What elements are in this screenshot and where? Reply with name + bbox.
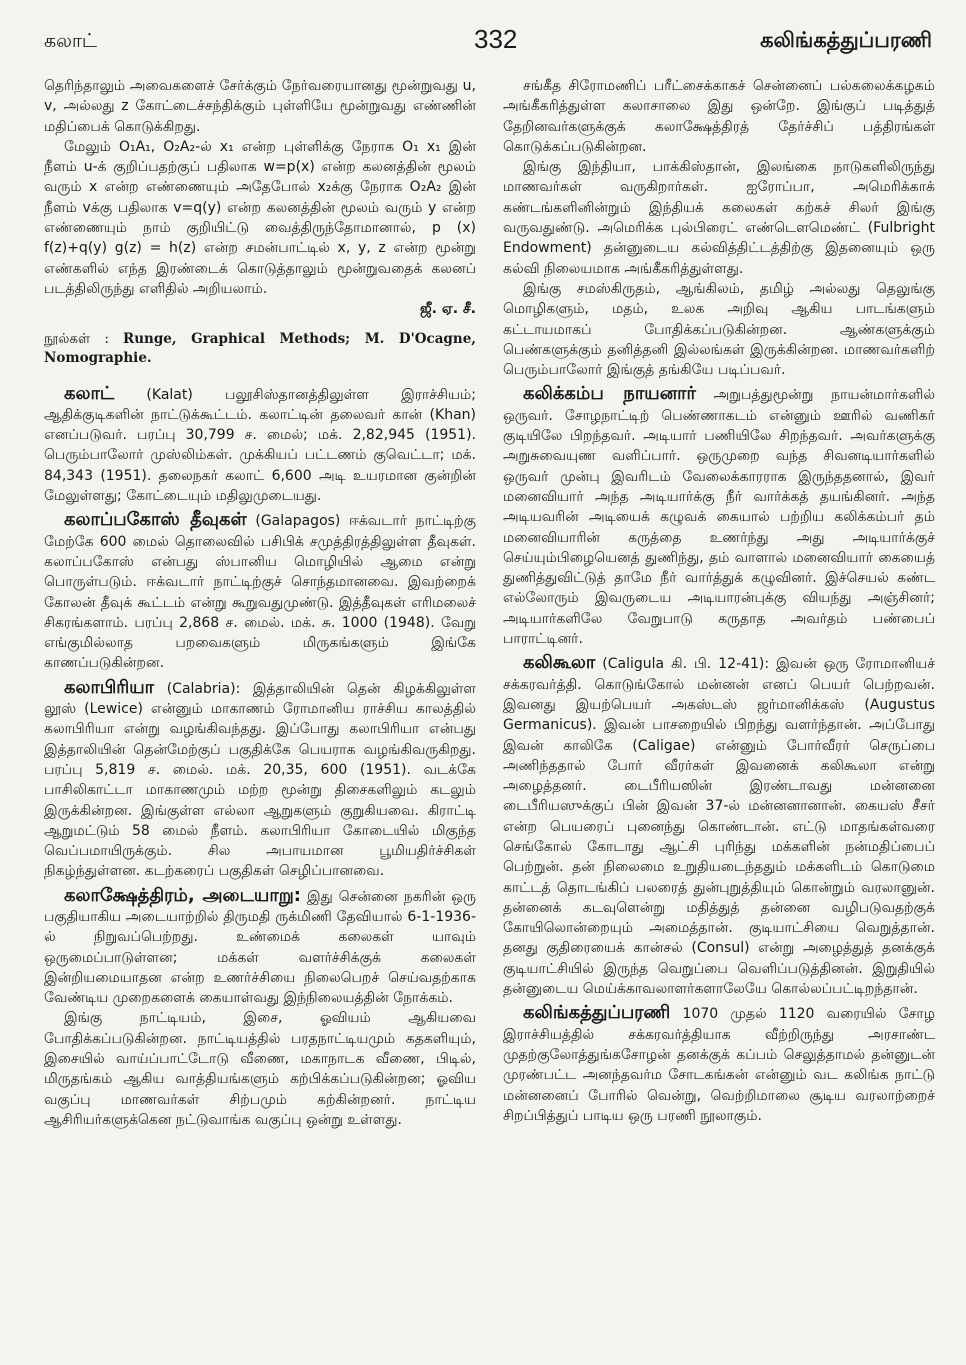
entry-headword: கலாக்ஷேத்திரம், அடையாறு: [64,884,301,906]
entry-body: (Calabria): இத்தாலியின் தென் கிழக்கிலுள்ள லூஸ் (Lewice) என்னும் மாகாணம் ரோமானிய ராச்சிய காலத்தில் கலாபிரியா என்று வழங்கிவந்தது. இப்போது கலாபிரியா என்பது இத்தாலியின் தென்மேற்குப் பகுதிக்கே பெயராக வழங்கிவருகிறது. பரப்பு 5,819 ச. மைல். மக். 20,35, 600 (1951). வடக்கே பாசிலிகாட்டா மாகாணமும் மற்ற மூன்று திசைகளிலும் கடலும் இருக்கின்றன. இங்குள்ள எல்லா ஆறுகளும் குறுகியவை. கிராட்டி ஆறுமட்டும் 58 மைல் நீளம். கலாபிரியா கோடையில் மிகுந்த வெப்பமாயிருக்கும். சில அபாயமான பூமியதிர்ச்சிகள் நிகழ்ந்துள்ளன. கடற்கரைப் பகுதிகள் செழிப்பானவை. [44,680,476,880]
entry-galapagos [44,510,476,673]
entry-body: அறுபத்துமூன்று நாயன்மார்களில் ஒருவர். சோழநாட்டிற் பெண்ணாகடம் என்னும் ஊரில் வணிகர் குடியிலே பிறந்தவர். அடியார் பணியிலே சிறந்தவர். அவர்களுக்கு அறுசுவையுண வளிப்பார். ஒருமுறை வந்த சிவனடியார்களில் ஒருவர் முன்பு இவரிடம் வேலைக்காரராக இருந்ததனால், இவர் மனைவியார் அந்த அடியார்க்கு நீர் வார்க்கத் தயங்கினர். அந்த அடியவரின் அடியைக் கழுவக் கையால் பற்றிய கலிக்கம்பர் தம் மனைவியாரின் கருத்தை உணர்ந்து அது அடியார்க்குச் செய்யும்பிழையெனத் துணிந்து, தம் வாளால் மனைவியார் கையைத் துணித்துவிட்டுத் தாமே நீர் வார்த்துக் கழுவினர். இச்செயல் கண்ட எல்லோரும் இவருடைய அடியாரன்புக்கு வியந்து அஞ்சினர்; அடியார்களிலே வேறுபாடு கருதாத அவர்தம் பண்பைப் பாராட்டினர். [503,387,935,648]
entry-body: (Kalat) பலூசிஸ்தானத்திலுள்ள இராச்சியம்; ஆதிக்குடிகளின் நாட்டுக்கூட்டம். கலாட்டின் தலைவர் கான் (Khan) எனப்படுவர். பரப்பு 30,799 ச. மைல்; மக். 2,82,945 (1951). பெரும்பாலோர் முஸ்லிம்கள். முக்கியப் பட்டணம் குவெட்டா; மக். 84,343 (1951). தலைநகர் கலாட் 6,600 அடி உயரமான குன்றின் மேலுள்ளது; கோட்டையும் மதிலுமுடையது. [44,386,476,505]
right-column [503,76,935,1346]
entry-kalingathuparani [503,1003,935,1126]
running-header [44,24,932,58]
references [44,330,476,368]
paragraph: தெரிந்தாலும் அவைகளைச் சேர்க்கும் நேர்வரையானது மூன்றுவது u, v, அல்லது z கோட்டைச்சந்திக்கும் புள்ளியே மூன்றுவது எண்ணின் மதிப்பைக் கொடுக்கிறது. [44,78,476,135]
entry-headword: கலாபிரியா [64,676,155,698]
entry-calabria [44,678,476,882]
author-signature: ஜீ. ஏ. சீ. [419,301,476,318]
entry-body: (Caligula கி. பி. 12-41): இவன் ஒரு ரோமானியச் சக்கரவர்த்தி. கொடுங்கோல் மன்னன் எனப் பெயர் பெற்றவன். இவனது இயற்பெயர் அகஸ்டஸ் ஜர்மானிக்கஸ் (Augustus Germanicus). இவன் பாசறையில் பிறந்து வளர்ந்தான். அப்போது இவன் காலிகே (Caligae) என்னும் போர்வீரர் செருப்பை அணிந்ததால் போர் வீரர்கள் இவனைக் கலிகூலா என்று அழைத்தனர். டைபீரியஸின் இரண்டாவது மன்னனை டைபீரியஸுக்குப் பின் இவன் 37-ல் மன்னனானான். கையஸ் சீசர் என்ற பெயரைப் புனைந்து கொண்டான். எட்டு மாதங்கள்வரை செங்கோல் கோடாது ஆட்சி புரிந்து மக்களின் நன்மதிப்பைப் பெற்றுன். தன் நிலைமை உறுதியடைந்ததும் மக்களிடம் கொடுமை காட்டத் தொடங்கிப் பலரைத் துன்புறுத்தியும் கொன்றும் வரலானுன். தன்னைக் கடவுளென்று மதித்துத் தன்னை வழிபடுவதற்குக் கோயிலொன்றையும் அமைத்தான். குடியாட்சியை வெறுத்தான். தனது குதிரையைக் கான்சல் (Consul) என்று அழைத்துத் தனக்குக் குடியாட்சியில் இருந்த வெறுப்பை வெளிப்படுத்தினன். இறுதியில் தன்னுடைய மெய்க்காவலாளர்களாலேயே கொல்லப்பட்டிறந்தான். [503,656,935,998]
left-column [44,76,476,1346]
entry-headword: கலிக்கம்ப நாயனார் [523,383,696,405]
entry-headword: கலிகூலா [523,652,596,674]
entry-caligula [503,653,935,999]
paragraph: மேலும் O₁A₁, O₂A₂-ல் x₁ என்ற புள்ளிக்கு நேராக O₁ x₁ இன் நீளம் u-க் குறிப்பதற்குப் பதிலாக w=p(x) என்ற கலனத்தின் மூலம் வரும் x என்ற எண்ணையும் அதேபோல் x₂க்கு நேராக O₂A₂ இன் நீளம் vக்கு பதிலாக v=q(y) என்ற கலனத்தின் மூலம் வரும் y என்ற எண்ணையும் நாம் குறியிட்டு வைத்திருந்தோமானால், p (x) f(z)+q(y) g(z) = h(z) என்ற சமன்பாட்டில் x, y, z என்ற மூன்று எண்களில் எந்த இரண்டைக் கொடுத்தாலும் மூன்றுவதைக் கலனப் படத்திலிருந்து எளிதில் அறியலாம். [44,138,476,297]
entry-headword: கலாட் [64,382,115,404]
paragraph: இங்கு நாட்டியம், இசை, ஓவியம் ஆகியவை போதிக்கப்படுகின்றன. நாட்டியத்தில் பரதநாட்டியமும் கதகளியும், இசையில் வாய்ப்பாட்டோடு வீணை, மகாநாடக வீணை, பிடில், மிருதங்கம் ஆகிய வாத்தியங்களும் கற்பிக்கப்படுகின்றன; ஓவிய வகுப்பு மாணவர்கள் சிற்பமும் கற்கின்றனர். நாட்டிய ஆசிரியர்களுக்கென நட்டுவாங்க வகுப்பு ஒன்று உள்ளது. [44,1010,476,1128]
paragraph: சங்கீத சிரோமணிப் பரீட்சைக்காகச் சென்னைப் பல்கலைக்கழகம் அங்கீகரித்துள்ள கலாசாலை இது ஒன்றே. இங்குப் படித்துத் தேறினவர்களுக்குக் கலாக்ஷேத்திரத் தேர்ச்சிப் பத்திரங்கள் கொடுக்கப்படுகின்றன. [503,78,935,155]
entry-kalikkamba-nayanar [503,384,935,649]
entry-headword: கலாப்பகோஸ் தீவுகள் [64,509,247,531]
entry-kalakshetra [44,886,476,1009]
entry-body: இது சென்னை நகரின் ஒரு பகுதியாகிய அடையாற்றில் திருமதி ருக்மிணி தேவியால் 6-1-1936-ல் நிறுவப்பெற்றது. உண்மைக் கலைகள் யாவும் ஒருமைப்பாடுள்ளன; மக்கள் வளர்ச்சிக்குக் கலைகள் இன்றியமையாதன என்ற உணர்ச்சியை நிலைபெறச் செய்வதற்காக வேண்டிய முறைகளைக் கையாள்வது இந்நிலையத்தின் நோக்கம். [44,888,476,1007]
entry-kalat [44,384,476,507]
header-right-word: கலிங்கத்துப்பரணி [760,28,932,52]
header-left-word: கலாட் [44,30,97,52]
page-number: 332 [474,24,518,54]
references-text: Runge, Graphical Methods; M. D'Ocagne, Nomographie. [44,330,476,366]
entry-body: (Galapagos) ஈக்வடார் நாட்டிற்கு மேற்கே 600 மைல் தொலைவில் பசிபிக் சமுத்திரத்திலுள்ள தீவுகள். கலாப்பகோஸ் என்பது ஸ்பானிய மொழியில் ஆமை என்று பொருள்படும். ஈக்வடார் நாட்டிற்குச் சொந்தமானவை. இவற்றைக் கோலன் தீவுக் கூட்டம் என்று கூறுவதுமுண்டு. இத்தீவுகள் எரிமலைச் சிகரங்களாம். பரப்பு 2,868 ச. மைல். மக். சு. 1000 (1948). வேறு எங்குமில்லாத பறவைகளும் மிருகங்களும் இங்கே காணப்படுகின்றன. [44,513,476,672]
paragraph: இங்கு இந்தியா, பாக்கிஸ்தான், இலங்கை நாடுகளிலிருந்து மாணவர்கள் வருகிறார்கள். ஐரோப்பா, அமெரிக்காக் கண்டங்களினின்றும் இந்தியக் கலைகள் கற்கச் சிலர் இங்கு வருவதுண்டு. அமெரிக்க புல்பிரைட் எண்டௌமெண்ட் (Fulbright Endowment) தன்னுடைய கல்வித்திட்டத்திற்கு இதனையும் ஒரு கல்வி நிலையமாக அங்கீகரித்துள்ளது. [503,159,935,277]
entry-body: 1070 முதல் 1120 வரையில் சோழ இராச்சியத்தில் சக்கரவர்த்தியாக வீற்றிருந்து அரசாண்ட முதற்குலோத்துங்கசோழன் தனக்குக் கப்பம் செலுத்தாமல் தன்னுடன் முரண்பட்ட அனந்தவர்ம சோடகங்கன் என்னும் வட கலிங்க நாட்டு மன்னனைப் போரில் வென்று, வெற்றிமாலை சூடிய வரலாற்றைச் சிறப்பித்துப் பாடிய ஒரு பரணி நூலாகும். [503,1006,935,1124]
references-label: நூல்கள் : [44,330,109,347]
entry-headword: கலிங்கத்துப்பரணி [523,1002,671,1024]
paragraph: இங்கு சமஸ்கிருதம், ஆங்கிலம், தமிழ் அல்லது தெலுங்கு மொழிகளும், மதம், உலக அறிவு ஆகிய பாடங்களும் கட்டாயமாகப் போதிக்கப்படுகின்றன. ஆண்களுக்கும் பெண்களுக்கும் தனித்தனி இல்லங்கள் இருக்கின்றன. மாணவர்களிற் பெரும்பாலோர் இங்குத் தங்கியே படிப்பவர். [503,280,935,379]
